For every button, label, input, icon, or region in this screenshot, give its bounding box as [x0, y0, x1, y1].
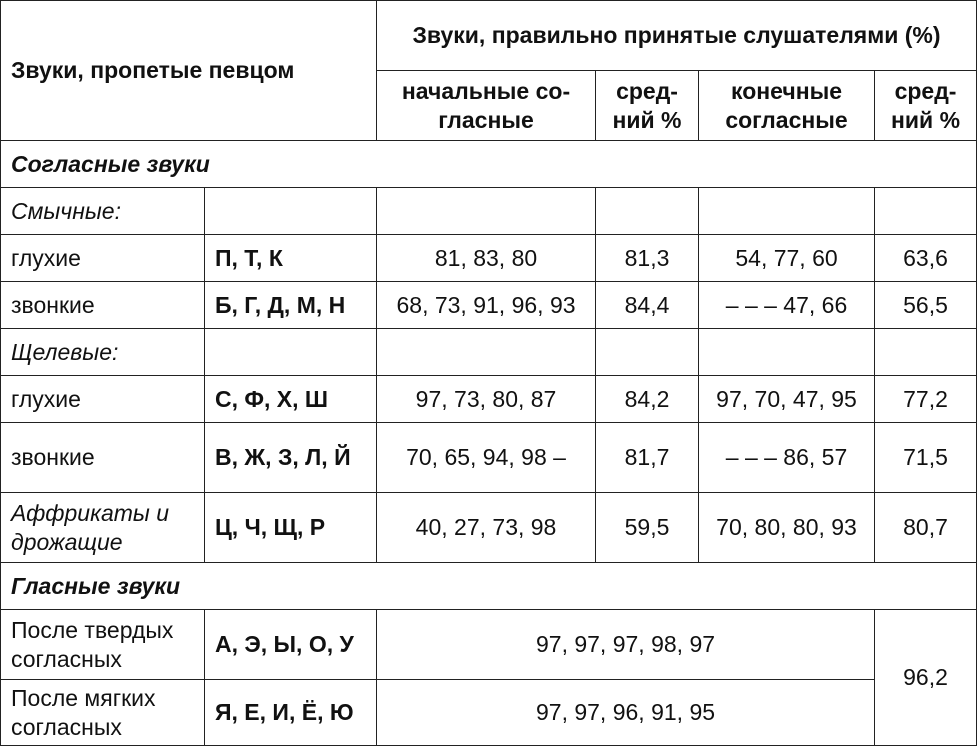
empty-cell	[699, 329, 875, 376]
row-avg-initial: 84,2	[596, 376, 699, 423]
row-final: 70, 80, 80, 93	[699, 493, 875, 563]
table-row	[1, 235, 977, 282]
empty-cell	[699, 188, 875, 235]
empty-cell	[875, 329, 977, 376]
header-received: Звуки, правильно принятые слушателями (%)	[377, 1, 977, 71]
row-avg-initial: 81,3	[596, 235, 699, 282]
row-final: – – – 86, 57	[699, 423, 875, 493]
table-row	[1, 423, 977, 493]
header-avg-initial: сред-ний %	[596, 71, 699, 141]
header-avg-final: сред-ний %	[875, 71, 977, 141]
row-initial: 68, 73, 91, 96, 93	[377, 282, 596, 329]
row-avg-final: 71,5	[875, 423, 977, 493]
row-values: 97, 97, 97, 98, 97	[377, 610, 875, 680]
row-initial: 81, 83, 80	[377, 235, 596, 282]
row-final: – – – 47, 66	[699, 282, 875, 329]
section-row	[1, 141, 977, 188]
group-stops: Смычные:	[1, 188, 205, 235]
row-final: 54, 77, 60	[699, 235, 875, 282]
row-sounds: А, Э, Ы, О, У	[205, 610, 377, 680]
row-sounds: П, Т, К	[205, 235, 377, 282]
row-sounds: В, Ж, З, Л, Й	[205, 423, 377, 493]
row-sounds: Я, Е, И, Ё, Ю	[205, 680, 377, 746]
header-sung: Звуки, пропетые певцом	[1, 1, 377, 141]
row-avg-final: 80,7	[875, 493, 977, 563]
empty-cell	[596, 188, 699, 235]
empty-cell	[205, 188, 377, 235]
empty-cell	[205, 329, 377, 376]
table-row	[1, 282, 977, 329]
row-avg-initial: 84,4	[596, 282, 699, 329]
table-row	[1, 493, 977, 563]
table-row	[1, 376, 977, 423]
row-label: глухие	[1, 376, 205, 423]
row-final: 97, 70, 47, 95	[699, 376, 875, 423]
empty-cell	[377, 188, 596, 235]
table-row	[1, 680, 977, 746]
empty-cell	[596, 329, 699, 376]
row-avg-final: 56,5	[875, 282, 977, 329]
vowel-average: 96,2	[875, 610, 977, 746]
section-consonants: Согласные звуки	[1, 141, 977, 188]
row-label: Аффрикаты и дрожащие	[1, 493, 205, 563]
row-initial: 70, 65, 94, 98 –	[377, 423, 596, 493]
row-sounds: С, Ф, Х, Ш	[205, 376, 377, 423]
row-label: звонкие	[1, 282, 205, 329]
header-final: конечные согласные	[699, 71, 875, 141]
empty-cell	[875, 188, 977, 235]
row-avg-initial: 81,7	[596, 423, 699, 493]
row-label: глухие	[1, 235, 205, 282]
header-initial: начальные со-гласные	[377, 71, 596, 141]
header-row-1	[1, 1, 977, 71]
empty-cell	[377, 329, 596, 376]
row-sounds: Б, Г, Д, М, Н	[205, 282, 377, 329]
group-row	[1, 329, 977, 376]
row-label: звонкие	[1, 423, 205, 493]
section-vowels: Гласные звуки	[1, 563, 977, 610]
row-label: После мягких согласных	[1, 680, 205, 746]
row-initial: 97, 73, 80, 87	[377, 376, 596, 423]
row-avg-initial: 59,5	[596, 493, 699, 563]
table-row	[1, 610, 977, 680]
group-fricatives: Щелевые:	[1, 329, 205, 376]
row-label: После твердых согласных	[1, 610, 205, 680]
row-avg-final: 63,6	[875, 235, 977, 282]
row-sounds: Ц, Ч, Щ, Р	[205, 493, 377, 563]
row-initial: 40, 27, 73, 98	[377, 493, 596, 563]
section-row	[1, 563, 977, 610]
row-avg-final: 77,2	[875, 376, 977, 423]
row-values: 97, 97, 96, 91, 95	[377, 680, 875, 746]
group-row	[1, 188, 977, 235]
